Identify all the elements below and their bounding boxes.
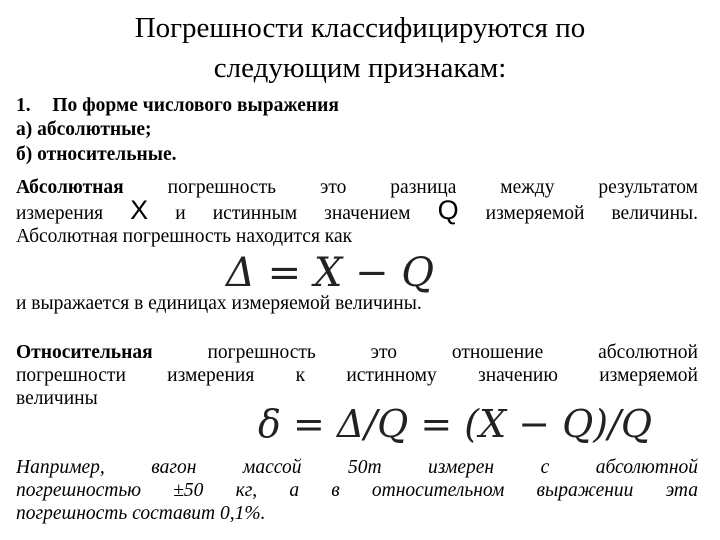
variable-x: X <box>130 195 149 225</box>
variable-q: Q <box>437 195 459 225</box>
item-b: б) относительные. <box>16 144 177 165</box>
item-a: а) абсолютные; <box>16 119 152 140</box>
rel-def-line-2: погрешности измерения к истинному значению измеряемой <box>16 365 698 386</box>
absolute-error-definition <box>16 176 698 248</box>
example-line-3: погрешность составит 0,1%. <box>16 503 266 524</box>
relative-error-formula: δ = Δ/Q = (X − Q)/Q <box>258 402 653 446</box>
example-paragraph <box>16 456 698 525</box>
example-line-1: Например, вагон массой 50т измерен с абсолютной <box>16 457 698 478</box>
rel-def-line-1: Относительная погрешность это отношение абсолютной <box>16 342 698 363</box>
item-1-heading <box>16 94 698 117</box>
abs-def-line-2: измерения X и истинным значением Q измеряемой величины. <box>16 195 699 225</box>
rel-term: Относительная <box>16 342 153 363</box>
rel-def-line-3: величины <box>16 388 98 409</box>
example-line-2: погрешностью ±50 кг, а в относительном выражении эта <box>16 480 698 501</box>
item-1-label: По форме числового выражения <box>52 95 339 116</box>
abs-def-line-1: Абсолютная погрешность это разница между результатом <box>16 177 698 198</box>
slide-title <box>60 8 660 88</box>
title-line-1: Погрешности классифицируются по <box>134 12 586 44</box>
item-1-number: 1. <box>16 95 31 116</box>
abs-term: Абсолютная <box>16 177 124 198</box>
absolute-error-formula: Δ = X − Q <box>226 250 435 296</box>
abs-def-line-3: Абсолютная погрешность находится как <box>16 226 353 247</box>
title-line-2: следующим признакам: <box>213 52 507 84</box>
absolute-error-units: и выражается в единицах измеряемой величины. <box>16 293 422 314</box>
